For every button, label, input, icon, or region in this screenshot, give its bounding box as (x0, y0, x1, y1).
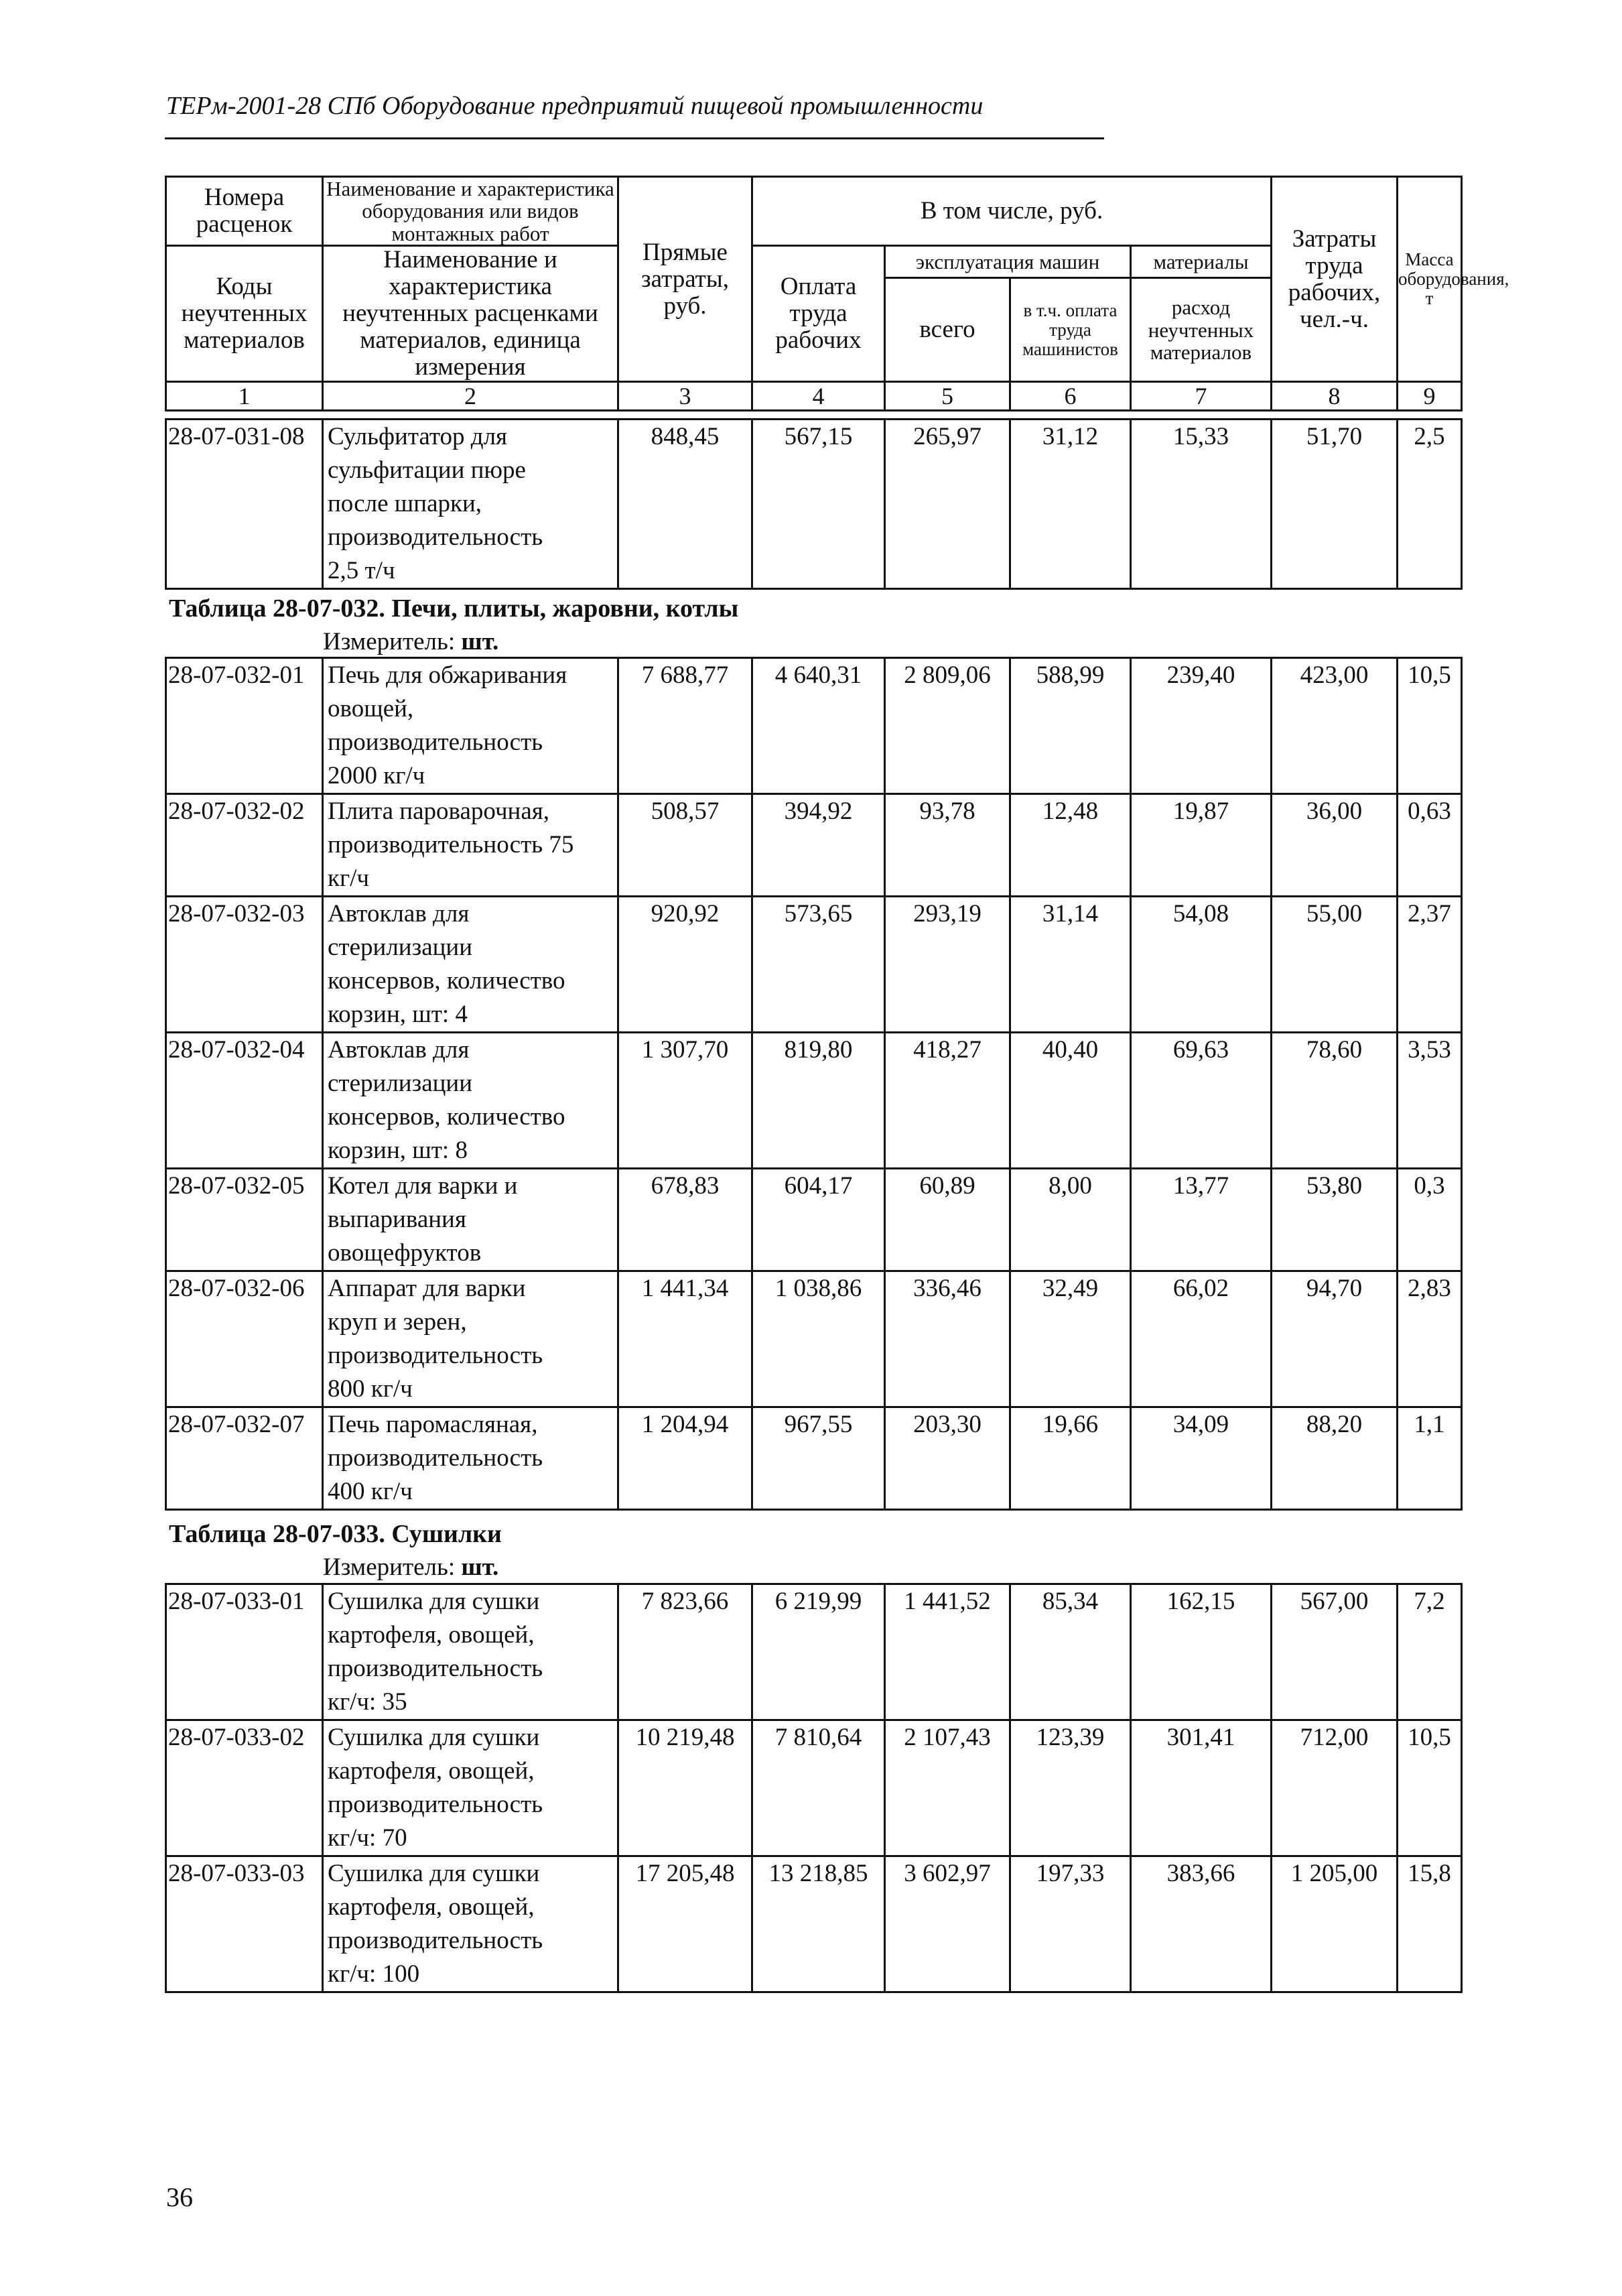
col2-header-top: Наименование и характеристика оборудования или видов монтажных работ (323, 177, 618, 246)
rate-name-line: производительность (328, 1927, 543, 1954)
rate-name-line: картофеля, овощей, (328, 1621, 535, 1649)
rate-name (323, 1720, 618, 1856)
labor-hours-cell: 88,20 (1272, 1407, 1398, 1510)
unit-label-text: Измеритель: (323, 1553, 456, 1581)
machinists-pay-cell: 40,40 (1010, 1033, 1131, 1169)
col-number: 7 (1131, 382, 1272, 411)
labor-hours-cell: 55,00 (1272, 897, 1398, 1033)
rates-table-032 (165, 657, 1463, 1511)
materials-use-cell: 54,08 (1131, 897, 1272, 1033)
rate-name (323, 897, 618, 1033)
labor-hours-cell: 53,80 (1272, 1169, 1398, 1271)
equipment-mass-cell: 7,2 (1398, 1584, 1462, 1720)
rate-name-line: картофеля, овощей, (328, 1893, 535, 1921)
col-number: 6 (1010, 382, 1131, 411)
rate-code: 28-07-033-01 (166, 1584, 323, 1720)
direct-cost-cell: 1 204,94 (618, 1407, 752, 1510)
rate-name-line: выпаривания (328, 1206, 466, 1233)
table-title-033: Таблица 28-07-033. Сушилки (169, 1520, 502, 1548)
machines-total-cell: 336,46 (885, 1271, 1010, 1407)
labor-hours-cell: 94,70 (1272, 1271, 1398, 1407)
rate-name-line: корзин, шт: 8 (328, 1137, 468, 1164)
table-row (166, 1271, 1462, 1407)
direct-cost-cell: 10 219,48 (618, 1720, 752, 1856)
machines-total-cell: 93,78 (885, 794, 1010, 897)
rate-name-line: стерилизации (328, 934, 473, 961)
materials-use-cell: 383,66 (1131, 1856, 1272, 1992)
equipment-mass-cell: 0,63 (1398, 794, 1462, 897)
equipment-mass-cell: 2,83 (1398, 1271, 1462, 1407)
col1-header-top: Номера расценок (166, 177, 323, 246)
unit-label-033 (323, 1553, 498, 1582)
rate-name (323, 1271, 618, 1407)
machines-total-cell: 265,97 (885, 420, 1010, 589)
machinists-pay-cell: 32,49 (1010, 1271, 1131, 1407)
rates-table-031 (165, 418, 1463, 590)
labor-pay-cell: 6 219,99 (752, 1584, 885, 1720)
labor-hours-cell: 423,00 (1272, 658, 1398, 794)
machinists-pay-cell: 588,99 (1010, 658, 1131, 794)
machinists-pay-cell: 31,14 (1010, 897, 1131, 1033)
table-row (166, 1720, 1462, 1856)
rate-name-line: овощей, (328, 695, 414, 722)
table-row (166, 897, 1462, 1033)
col3-header: Прямые затраты, руб. (618, 177, 752, 382)
col-number: 1 (166, 382, 323, 411)
rate-name-line: кг/ч: 35 (328, 1688, 407, 1716)
rate-name (323, 1584, 618, 1720)
breakdown-group-header: В том числе, руб. (752, 177, 1272, 246)
rate-name-line: стерилизации (328, 1070, 473, 1097)
machines-group-header: эксплуатация машин (885, 246, 1131, 278)
materials-use-cell: 34,09 (1131, 1407, 1272, 1510)
column-header-table (165, 176, 1509, 411)
rate-name-line: кг/ч: 70 (328, 1824, 407, 1852)
col-number: 5 (885, 382, 1010, 411)
materials-use-cell: 66,02 (1131, 1271, 1272, 1407)
col-number: 2 (323, 382, 618, 411)
unit-label-text: Измеритель: (323, 628, 456, 655)
materials-use-cell: 15,33 (1131, 420, 1272, 589)
table-title-032: Таблица 28-07-032. Печи, плиты, жаровни, котлы (169, 594, 739, 623)
labor-hours-cell: 1 205,00 (1272, 1856, 1398, 1992)
machinists-pay-cell: 19,66 (1010, 1407, 1131, 1510)
unit-label-value: шт. (461, 628, 499, 655)
machinists-pay-cell: 12,48 (1010, 794, 1131, 897)
direct-cost-cell: 848,45 (618, 420, 752, 589)
rate-name-line: кг/ч (328, 865, 370, 892)
rate-code: 28-07-032-03 (166, 897, 323, 1033)
rate-name-line: круп и зерен, (328, 1308, 467, 1336)
running-header: ТЕРм-2001-28 СПб Оборудование предприятий пищевой промышленности (166, 92, 984, 120)
machines-total-cell: 293,19 (885, 897, 1010, 1033)
labor-hours-cell: 78,60 (1272, 1033, 1398, 1169)
labor-hours-cell: 36,00 (1272, 794, 1398, 897)
table-row (166, 1033, 1462, 1169)
col1-header-bottom: Коды неучтенных материалов (166, 246, 323, 382)
rate-name-line: сульфитации пюре (328, 456, 526, 484)
direct-cost-cell: 920,92 (618, 897, 752, 1033)
direct-cost-cell: 508,57 (618, 794, 752, 897)
rate-code: 28-07-032-05 (166, 1169, 323, 1271)
col2-header-bottom: Наименование и характеристика неучтенных расценками материалов, единица измерения (323, 246, 618, 382)
rate-code: 28-07-033-03 (166, 1856, 323, 1992)
rate-name-line: консервов, количество (328, 967, 565, 995)
machines-total-cell: 2 107,43 (885, 1720, 1010, 1856)
labor-pay-cell: 13 218,85 (752, 1856, 885, 1992)
table-row (166, 794, 1462, 897)
col-number: 8 (1272, 382, 1398, 411)
rate-name-line: консервов, количество (328, 1103, 565, 1131)
machines-total-cell: 418,27 (885, 1033, 1010, 1169)
table-row (166, 1856, 1462, 1992)
rate-code: 28-07-032-06 (166, 1271, 323, 1407)
rate-name-line: производительность (328, 728, 543, 756)
rate-name-line: 400 кг/ч (328, 1478, 413, 1505)
col-number: 3 (618, 382, 752, 411)
labor-pay-cell: 573,65 (752, 897, 885, 1033)
labor-hours-cell: 51,70 (1272, 420, 1398, 589)
machines-total-cell: 203,30 (885, 1407, 1010, 1510)
rate-code: 28-07-031-08 (166, 420, 323, 589)
materials-use-cell: 19,87 (1131, 794, 1272, 897)
equipment-mass-cell: 0,3 (1398, 1169, 1462, 1271)
rate-name-line: Сульфитатор для (328, 423, 508, 450)
rate-name-line: Сушилка для сушки (328, 1588, 540, 1615)
rate-code: 28-07-032-07 (166, 1407, 323, 1510)
rate-name-line: Сушилка для сушки (328, 1724, 540, 1751)
rate-name (323, 1407, 618, 1510)
rate-name-line: производительность (328, 1342, 543, 1369)
direct-cost-cell: 1 307,70 (618, 1033, 752, 1169)
direct-cost-cell: 17 205,48 (618, 1856, 752, 1992)
rate-name-line: Котел для варки и (328, 1172, 518, 1200)
materials-use-cell: 13,77 (1131, 1169, 1272, 1271)
rate-name-line: 800 кг/ч (328, 1375, 413, 1403)
rate-name-line: производительность (328, 1655, 543, 1682)
col9-header: Масса оборудования, т (1398, 177, 1462, 382)
table-row (166, 1584, 1462, 1720)
rate-name-line: Аппарат для варки (328, 1275, 526, 1302)
materials-use-cell: 301,41 (1131, 1720, 1272, 1856)
labor-pay-cell: 604,17 (752, 1169, 885, 1271)
col-number: 4 (752, 382, 885, 411)
col5-header: всего (885, 278, 1010, 382)
rate-code: 28-07-033-02 (166, 1720, 323, 1856)
direct-cost-cell: 7 823,66 (618, 1584, 752, 1720)
rate-name-line: производительность (328, 1444, 543, 1472)
rate-name-line: картофеля, овощей, (328, 1757, 535, 1785)
labor-pay-cell: 7 810,64 (752, 1720, 885, 1856)
col8-header: Затраты труда рабочих, чел.-ч. (1272, 177, 1398, 382)
machines-total-cell: 1 441,52 (885, 1584, 1010, 1720)
table-row (166, 658, 1462, 794)
equipment-mass-cell: 2,5 (1398, 420, 1462, 589)
rate-name-line: производительность 75 (328, 831, 574, 858)
equipment-mass-cell: 1,1 (1398, 1407, 1462, 1510)
table-row (166, 1407, 1462, 1510)
rate-name (323, 420, 618, 589)
equipment-mass-cell: 10,5 (1398, 1720, 1462, 1856)
direct-cost-cell: 7 688,77 (618, 658, 752, 794)
labor-hours-cell: 567,00 (1272, 1584, 1398, 1720)
rate-name-line: 2000 кг/ч (328, 762, 425, 789)
equipment-mass-cell: 10,5 (1398, 658, 1462, 794)
machinists-pay-cell: 197,33 (1010, 1856, 1131, 1992)
rate-name-line: 2,5 т/ч (328, 557, 395, 584)
labor-pay-cell: 394,92 (752, 794, 885, 897)
machinists-pay-cell: 31,12 (1010, 420, 1131, 589)
rate-name (323, 658, 618, 794)
col-number: 9 (1398, 382, 1462, 411)
rate-name-line: овощефруктов (328, 1239, 482, 1267)
rate-name-line: Автоклав для (328, 1036, 470, 1064)
rate-code: 28-07-032-04 (166, 1033, 323, 1169)
materials-use-cell: 162,15 (1131, 1584, 1272, 1720)
rate-name-line: Печь для обжаривания (328, 661, 567, 689)
labor-hours-cell: 712,00 (1272, 1720, 1398, 1856)
rate-name (323, 1169, 618, 1271)
rate-name-line: производительность (328, 1791, 543, 1818)
materials-group-header: материалы (1131, 246, 1272, 278)
rate-name (323, 794, 618, 897)
rate-name-line: Печь паромасляная, (328, 1411, 538, 1438)
equipment-mass-cell: 3,53 (1398, 1033, 1462, 1169)
col6-header: в т.ч. оплата труда машинистов (1010, 278, 1131, 382)
machinists-pay-cell: 85,34 (1010, 1584, 1131, 1720)
header-rule (165, 137, 1104, 139)
table-row (166, 1169, 1462, 1271)
rate-name-line: производительность (328, 523, 543, 551)
equipment-mass-cell: 15,8 (1398, 1856, 1462, 1992)
materials-use-cell: 69,63 (1131, 1033, 1272, 1169)
rate-name-line: Автоклав для (328, 900, 470, 928)
labor-pay-cell: 4 640,31 (752, 658, 885, 794)
machines-total-cell: 3 602,97 (885, 1856, 1010, 1992)
machinists-pay-cell: 8,00 (1010, 1169, 1131, 1271)
labor-pay-cell: 819,80 (752, 1033, 885, 1169)
labor-pay-cell: 567,15 (752, 420, 885, 589)
equipment-mass-cell: 2,37 (1398, 897, 1462, 1033)
rate-name-line: Плита пароварочная, (328, 798, 550, 825)
materials-use-cell: 239,40 (1131, 658, 1272, 794)
rate-name (323, 1856, 618, 1992)
col7-header: расход неучтенных материалов (1131, 278, 1272, 382)
rate-name-line: кг/ч: 100 (328, 1960, 420, 1988)
labor-pay-cell: 967,55 (752, 1407, 885, 1510)
rate-name-line: после шпарки, (328, 490, 482, 517)
rates-table-033 (165, 1583, 1463, 1993)
table-row (166, 420, 1462, 589)
rate-code: 28-07-032-01 (166, 658, 323, 794)
machinists-pay-cell: 123,39 (1010, 1720, 1131, 1856)
machines-total-cell: 2 809,06 (885, 658, 1010, 794)
unit-label-value: шт. (461, 1553, 499, 1581)
direct-cost-cell: 1 441,34 (618, 1271, 752, 1407)
unit-label-032 (323, 627, 498, 656)
direct-cost-cell: 678,83 (618, 1169, 752, 1271)
labor-pay-cell: 1 038,86 (752, 1271, 885, 1407)
col4-header: Оплата труда рабочих (752, 246, 885, 382)
rate-name-line: корзин, шт: 4 (328, 1001, 468, 1028)
machines-total-cell: 60,89 (885, 1169, 1010, 1271)
rate-name (323, 1033, 618, 1169)
page-number: 36 (166, 2182, 193, 2212)
rate-name-line: Сушилка для сушки (328, 1860, 540, 1887)
rate-code: 28-07-032-02 (166, 794, 323, 897)
